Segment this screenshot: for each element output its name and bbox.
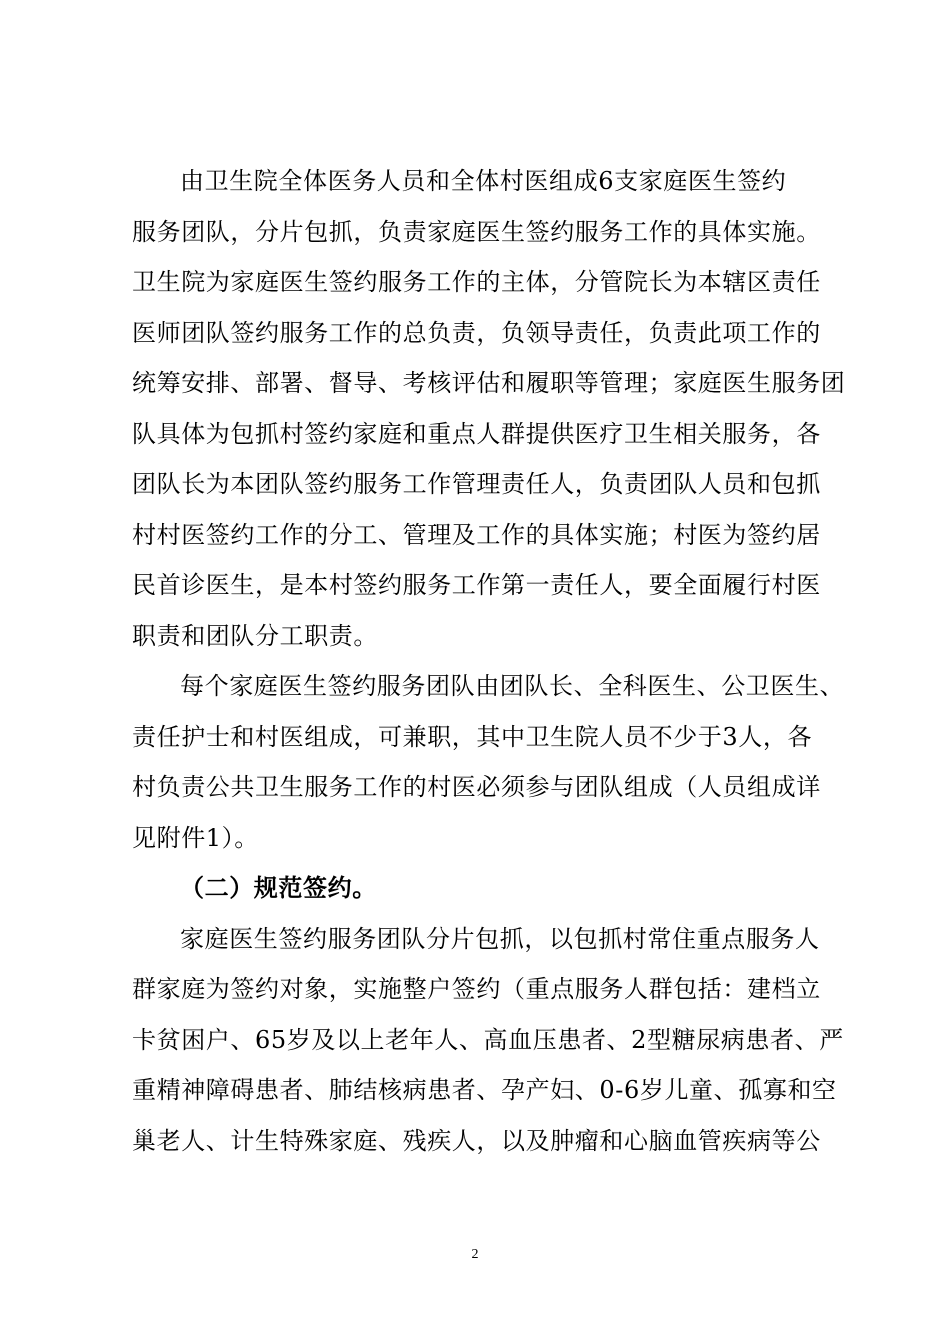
- paragraph-3-line-1: 家庭医生签约服务团队分片包抓，以包抓村常住重点服务人: [180, 924, 820, 953]
- document-body: [132, 156, 846, 1166]
- paragraph-1-line-1: 由卫生院全体医务人员和全体村医组成6支家庭医生签约: [180, 167, 787, 195]
- paragraph-2-line-4: 见附件1）。: [132, 823, 259, 852]
- paragraph-1-line-4: 医师团队签约服务工作的总负责，负领导责任，负责此项工作的: [132, 318, 821, 347]
- paragraph-2-line-1: 每个家庭医生签约服务团队由团队长、全科医生、公卫医生、: [180, 672, 845, 700]
- paragraph-2-line-2: 责任护士和村医组成，可兼职，其中卫生院人员不少于3人，各: [132, 722, 813, 751]
- paragraph-1-line-10: 职责和团队分工职责。: [132, 621, 378, 650]
- paragraph-1-line-6: 队具体为包抓村签约家庭和重点人群提供医疗卫生相关服务，各: [132, 419, 821, 448]
- paragraph-1-line-8: 村村医签约工作的分工、管理及工作的具体实施；村医为签约居: [132, 520, 821, 549]
- paragraph-2-line-3: 村负责公共卫生服务工作的村医必须参与团队组成（人员组成详: [132, 773, 821, 801]
- paragraph-1-line-2: 服务团队，分片包抓，负责家庭医生签约服务工作的具体实施。: [132, 217, 821, 246]
- paragraph-1-line-3: 卫生院为家庭医生签约服务工作的主体，分管院长为本辖区责任: [132, 268, 821, 296]
- paragraph-3-line-4: 重精神障碍患者、肺结核病患者、孕产妇、0-6岁儿童、孤寡和空: [132, 1076, 837, 1104]
- paragraph-3-line-3: 卡贫困户、65岁及以上老年人、高血压患者、2型糖尿病患者、严: [132, 1025, 844, 1054]
- page-number: 2: [471, 1247, 479, 1262]
- section-heading: （二）规范签约。: [180, 873, 377, 902]
- paragraph-1-line-7: 团队长为本团队签约服务工作管理责任人，负责团队人员和包抓: [132, 470, 821, 498]
- paragraph-3-line-5: 巢老人、计生特殊家庭、残疾人，以及肿瘤和心脑血管疾病等公: [132, 1126, 821, 1155]
- paragraph-1-line-5: 统筹安排、部署、督导、考核评估和履职等管理；家庭医生服务团: [132, 369, 846, 397]
- paragraph-3-line-2: 群家庭为签约对象，实施整户签约（重点服务人群包括：建档立: [132, 975, 821, 1003]
- paragraph-1-line-9: 民首诊医生，是本村签约服务工作第一责任人，要全面履行村医: [132, 571, 821, 599]
